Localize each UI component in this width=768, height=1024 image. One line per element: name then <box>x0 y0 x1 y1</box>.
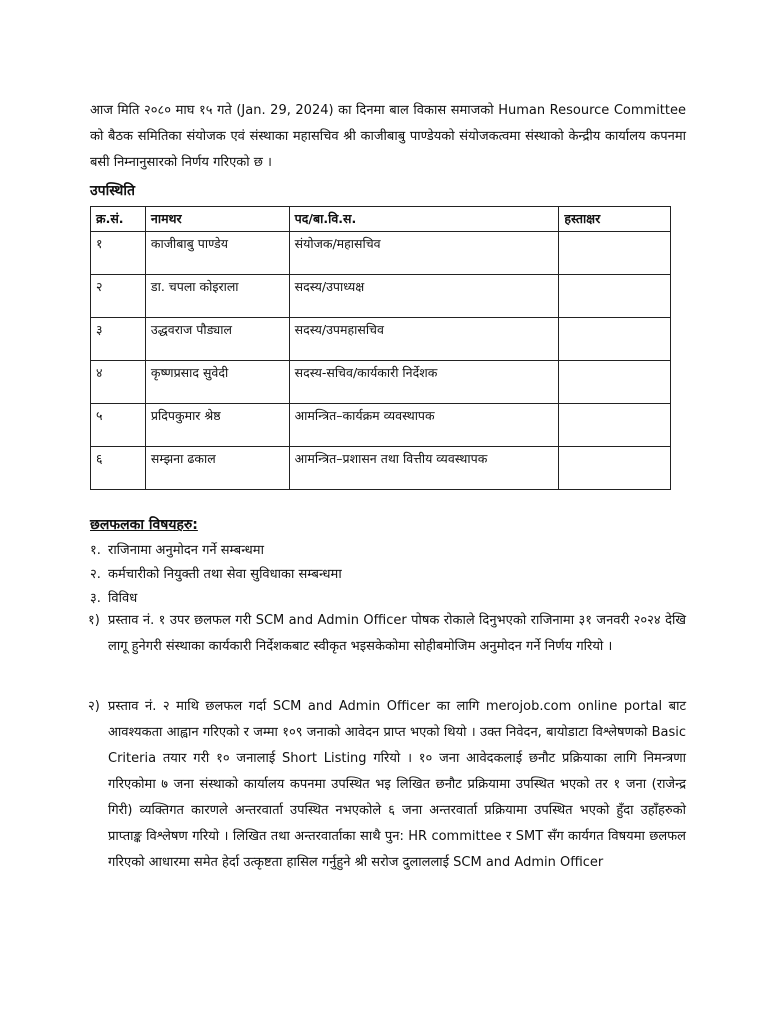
table-row <box>91 318 671 361</box>
column-header-serial: क्र.सं. <box>91 207 146 232</box>
table-row <box>91 404 671 447</box>
discussion-heading: छलफलका विषयहरु: <box>90 517 198 533</box>
cell-signature <box>559 404 671 447</box>
proposal-text: प्रस्ताव नं. २ माथि छलफल गर्दा SCM and Admin Officer का लागि merojob.com online portal बाट आवश्यकता आह्वान गरिएको र जम्मा १०९ जनाको आवेदन प्राप्त भएको थियो । उक्त निवेदन, बायोडाटा विश्लेषणको Basic Criteria तयार गरी १० जनालाई Short Listing गरियो । १० जना आवेदकलाई छनौट प्रक्रियाका लागि निमन्त्रणा गरिएकोमा ७ जना संस्थाको कार्यालय कपनमा उपस्थित भइ लिखित छनौट प्रक्रियामा उपस्थित भएको तर १ जना (राजेन्द्र गिरी) व्यक्तिगत कारणले अन्तरवार्ता उपस्थित नभएकोले ६ जना अन्तरवार्ता प्रक्रियामा उपस्थित भएको हुँदा उहाँहरुको प्राप्ताङ्क विश्लेषण गरियो । लिखित तथा अन्तरवार्ताका साथै पुन: HR committee र SMT सँग कार्यगत विषयमा छलफल गरिएको आधारमा समेत हेर्दा उत्कृष्टता हासिल गर्नुहुने श्री सरोज दुलाललाई SCM and Admin Officer <box>108 699 686 870</box>
intro-paragraph: आज मिति २०८० माघ १५ गते (Jan. 29, 2024) का दिनमा बाल विकास समाजको Human Resource Committee को बैठक समितिका संयोजक एवं संस्थाका महासचिव श्री काजीबाबु पाण्डेयको संयोजकत्वमा संस्थाको केन्द्रीय कार्यालय कपनमा बसी निम्नानुसारको निर्णय गरिएको छ । <box>90 103 686 170</box>
agenda-text: कर्मचारीको नियुक्ती तथा सेवा सुविधाका सम्बन्धमा <box>108 567 342 582</box>
agenda-text: विविध <box>108 591 138 606</box>
cell-name: प्रदिपकुमार श्रेष्ठ <box>145 404 289 447</box>
column-header-position: पद/बा.वि.स. <box>289 207 559 232</box>
table-header-row <box>91 207 671 232</box>
table-row <box>91 361 671 404</box>
cell-serial: १ <box>91 232 146 275</box>
cell-name: डा. चपला कोइराला <box>145 275 289 318</box>
column-header-name: नामथर <box>145 207 289 232</box>
table-row <box>91 275 671 318</box>
proposal-number: २) <box>88 699 100 714</box>
proposal-1 <box>88 608 686 660</box>
attendance-table <box>90 206 671 490</box>
cell-serial: २ <box>91 275 146 318</box>
cell-position: सदस्य/उपाध्यक्ष <box>289 275 559 318</box>
cell-signature <box>559 318 671 361</box>
agenda-number: २. <box>90 567 101 582</box>
cell-position: संयोजक/महासचिव <box>289 232 559 275</box>
cell-name: कृष्णप्रसाद सुवेदी <box>145 361 289 404</box>
cell-signature <box>559 232 671 275</box>
cell-name: काजीबाबु पाण्डेय <box>145 232 289 275</box>
cell-position: आमन्त्रित–कार्यक्रम व्यवस्थापक <box>289 404 559 447</box>
cell-position: सदस्य-सचिव/कार्यकारी निर्देशक <box>289 361 559 404</box>
cell-signature <box>559 361 671 404</box>
cell-serial: ३ <box>91 318 146 361</box>
table-row <box>91 232 671 275</box>
cell-signature <box>559 447 671 490</box>
cell-serial: ६ <box>91 447 146 490</box>
list-item <box>90 563 342 587</box>
attendance-heading: उपस्थिति <box>90 183 135 199</box>
agenda-text: राजिनामा अनुमोदन गर्ने सम्बन्धमा <box>108 543 264 558</box>
cell-position: सदस्य/उपमहासचिव <box>289 318 559 361</box>
cell-signature <box>559 275 671 318</box>
agenda-list <box>90 539 342 611</box>
cell-serial: ५ <box>91 404 146 447</box>
agenda-number: ३. <box>90 591 101 606</box>
proposal-number: १) <box>88 613 100 628</box>
cell-name: उद्धवराज पौड्याल <box>145 318 289 361</box>
proposal-2 <box>88 694 686 876</box>
proposal-text: प्रस्ताव नं. १ उपर छलफल गरी SCM and Admin Officer पोषक रोकाले दिनुभएको राजिनामा ३१ जनवरी २०२४ देखि लागू हुनेगरी संस्थाका कार्यकारी निर्देशकबाट स्वीकृत भइसकेकोमा सोहीबमोजिम अनुमोदन गर्ने निर्णय गरियो । <box>108 613 686 654</box>
column-header-signature: हस्ताक्षर <box>559 207 671 232</box>
table-row <box>91 447 671 490</box>
cell-name: सम्झना ढकाल <box>145 447 289 490</box>
cell-position: आमन्त्रित–प्रशासन तथा वित्तीय व्यवस्थापक <box>289 447 559 490</box>
cell-serial: ४ <box>91 361 146 404</box>
list-item <box>90 539 342 563</box>
agenda-number: १. <box>90 543 101 558</box>
